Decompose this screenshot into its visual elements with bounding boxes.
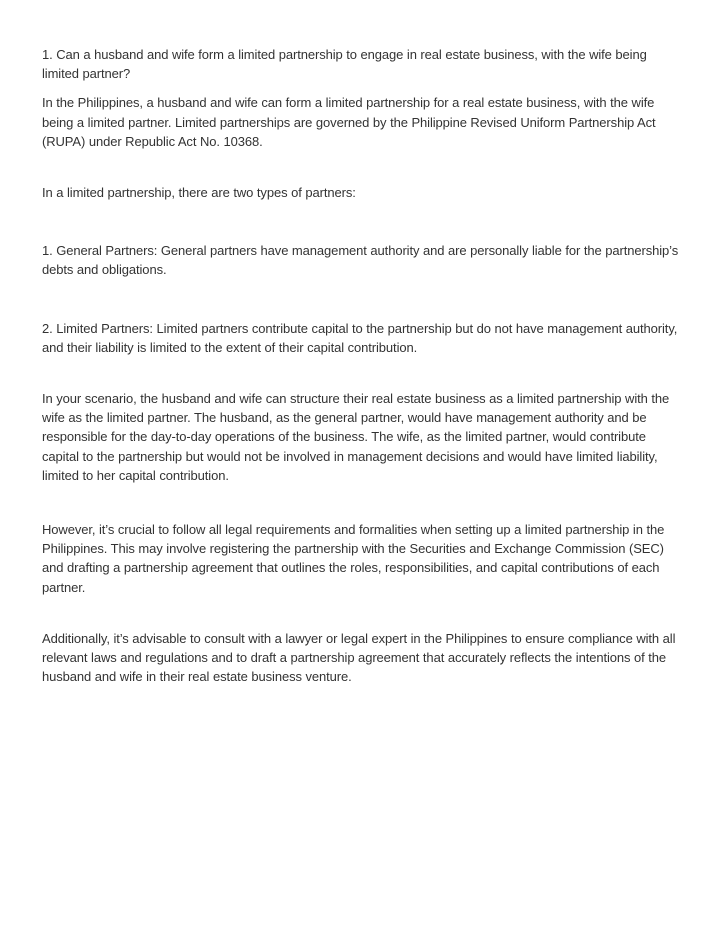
partner-types-lead-in: In a limited partnership, there are two types of partners: [42, 185, 356, 201]
intro-paragraph: In the Philippines, a husband and wife can form a limited partnership for a real estate business, with the wife being a limited partner. Limited partnerships are governed by the Philippine Revised Uniform Partnership Act (RUPA) under Republic Act No. 10368. [42, 95, 656, 149]
list-item-general-partners: 1. General Partners: General partners have management authority and are personally liable for the partnership’s debts and obligations. [42, 243, 679, 278]
legal-advice-paragraph: Additionally, it’s advisable to consult with a lawyer or legal expert in the Philippines to ensure compliance with all relevant laws and regulations and to draft a partnership agreement that accurately reflects the intentions of the husband and wife in their real estate business venture. [42, 630, 676, 685]
scenario-paragraph: In your scenario, the husband and wife can structure their real estate business as a limited partnership with the wife as the limited partner. The husband, as the general partner, would have management authority and be responsible for the day-to-day operations of the business. The wife, as the limited partner, would contribute capital to the partnership but would not be involved in management decisions and would have limited liability, limited to her capital contribution. [42, 391, 670, 483]
list-item-limited-partners: 2. Limited Partners: Limited partners contribute capital to the partnership but do not have management authority, and their liability is limited to the extent of their capital contribution. [42, 320, 678, 355]
question-paragraph: 1. Can a husband and wife form a limited partnership to engage in real estate business, with the wife being limited partner? [42, 47, 647, 82]
legal-requirements-paragraph: However, it’s crucial to follow all legal requirements and formalities when setting up a limited partnership in the Philippines. This may involve registering the partnership with the Securities and Exchange Commission (SEC) and drafting a partnership agreement that outlines the roles, responsibilities, and capital contributions of each partner. [42, 522, 665, 595]
